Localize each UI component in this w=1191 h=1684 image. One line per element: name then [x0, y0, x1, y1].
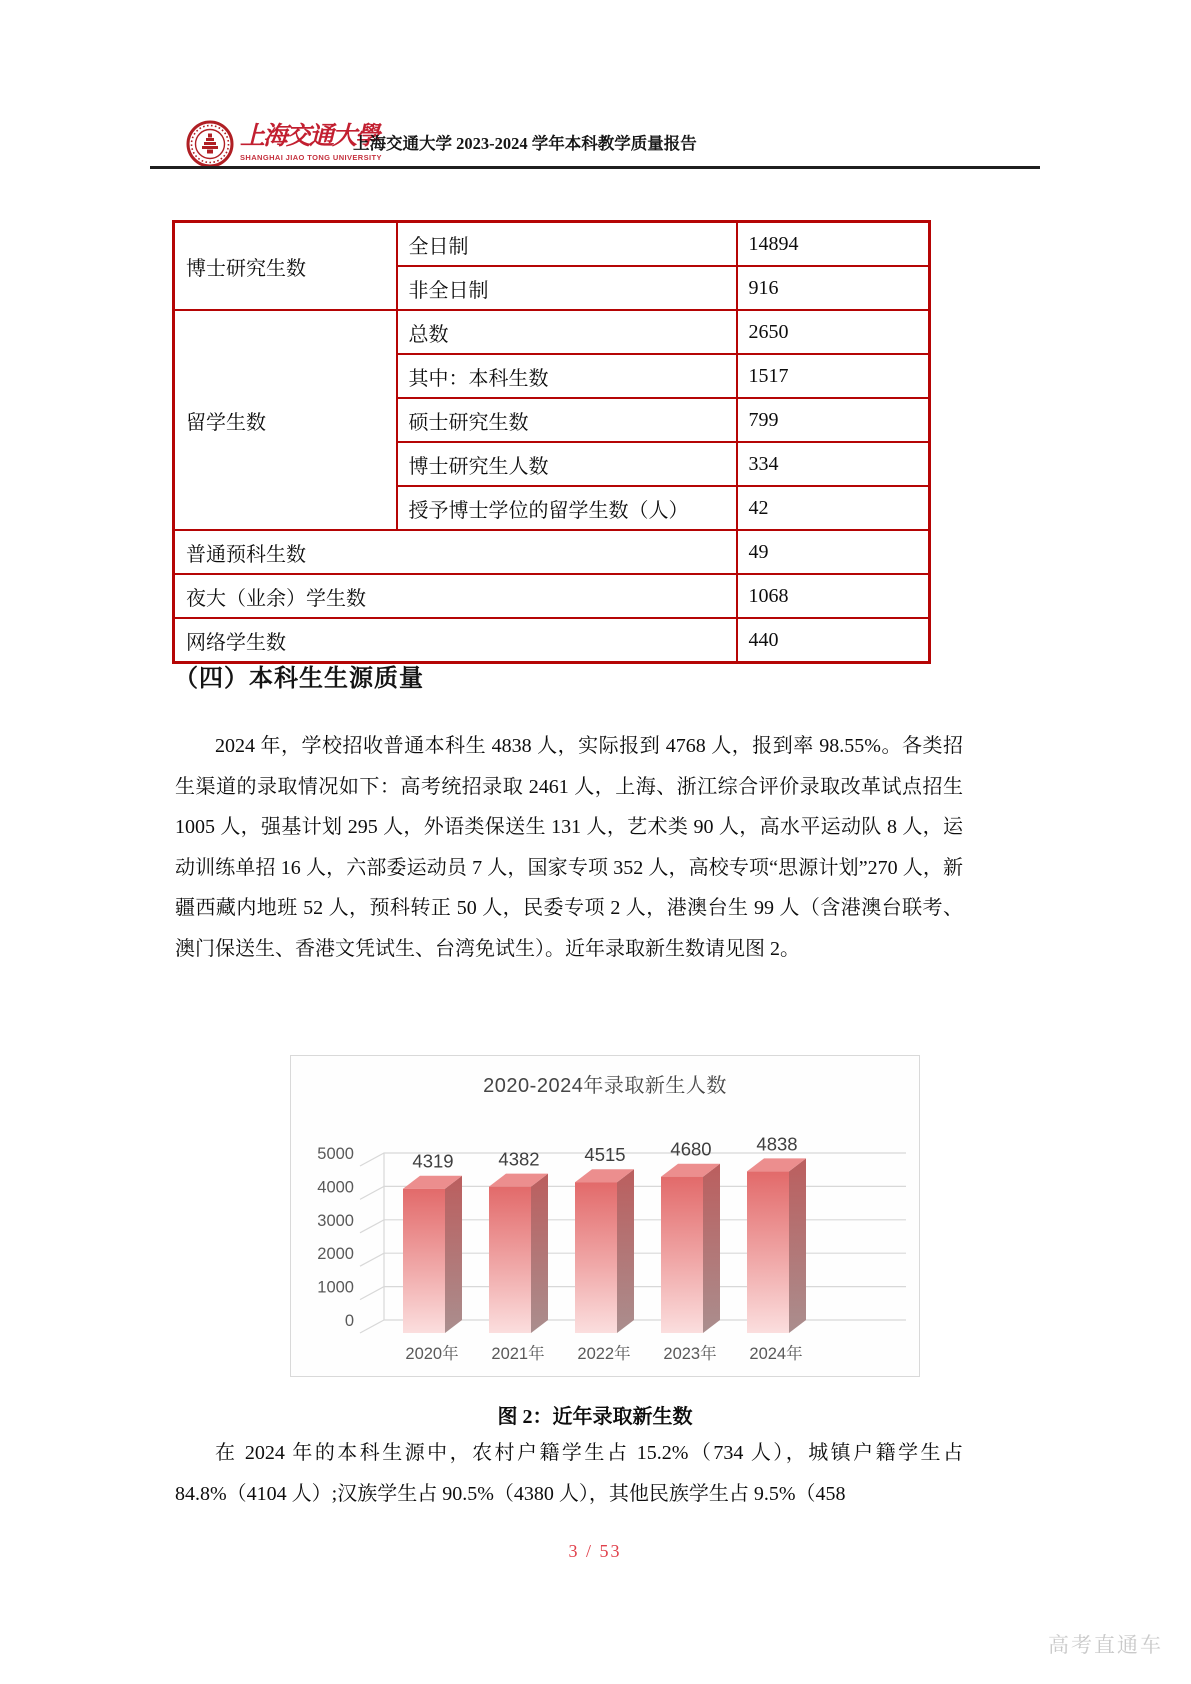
chart-svg: [294, 1100, 916, 1372]
row-label: 授予博士学位的留学生数（人）: [397, 486, 737, 530]
svg-text:2021年: 2021年: [491, 1345, 545, 1363]
svg-text:2000: 2000: [317, 1245, 354, 1264]
body-paragraph-2: 在 2024 年的本科生源中，农村户籍学生占 15.2%（734 人），城镇户籍学生占 84.8%（4104 人）;汉族学生占 90.5%（4380 人），其他民族学生占 9.5%（458: [175, 1442, 963, 1505]
section-heading: （四）本科生生源质量: [174, 665, 424, 692]
row-value: 334: [737, 442, 930, 486]
row-value: 2650: [737, 310, 930, 354]
svg-text:4319: 4319: [412, 1150, 454, 1172]
svg-text:3000: 3000: [317, 1211, 354, 1230]
row-value: 14894: [737, 222, 930, 267]
row-value: 1517: [737, 354, 930, 398]
row-value: 1068: [737, 574, 930, 618]
row-label: 其中：本科生数: [397, 354, 737, 398]
row-value: 440: [737, 618, 930, 663]
svg-text:5000: 5000: [317, 1145, 354, 1163]
row-value: 799: [737, 398, 930, 442]
watermark: 高考直通车: [1048, 1634, 1163, 1657]
row-value: 42: [737, 486, 930, 530]
row-value: 49: [737, 530, 930, 574]
table-row: [174, 310, 930, 354]
svg-text:0: 0: [344, 1312, 354, 1330]
svg-text:2023年: 2023年: [663, 1345, 717, 1363]
figure-caption: 图 2：近年录取新生数: [497, 1406, 693, 1428]
row-label: 全日制: [397, 222, 737, 267]
row-label: 非全日制: [397, 266, 737, 310]
table-row: [174, 222, 930, 267]
body-paragraph-1: 2024 年，学校招收普通本科生 4838 人，实际报到 4768 人，报到率 98.55%。各类招生渠道的录取情况如下：高考统招录取 2461 人，上海、浙江综合评价录取改革试点招生 1005 人，强基计划 295 人，外语类保送生 131 人，艺术类 90 人，高水平运动队 8 人，运动训练单招 16 人，六部委运动员 7 人，国家专项 352 人，高校专项“思源计划”270 人，新疆西藏内地班 52 人，预科转正 50 人，民委专项 2 人，港澳台生 99 人（含港澳台联考、澳门保送生、香港文凭试生、台湾免试生）。近年录取新生数请见图 2。: [175, 735, 963, 960]
logo-chinese-name: 上海交通大學: [240, 123, 379, 150]
row-group-label: 留学生数: [174, 310, 397, 530]
enrollment-chart: [290, 1055, 920, 1377]
table-row: [174, 530, 930, 574]
svg-text:2022年: 2022年: [577, 1345, 631, 1363]
row-label: 博士研究生人数: [397, 442, 737, 486]
sjtu-seal-icon: [186, 120, 234, 168]
row-label: 普通预科生数: [174, 530, 737, 574]
logo-english-name: SHANGHAI JIAO TONG UNIVERSITY: [240, 153, 382, 162]
report-title: 上海交通大学 2023-2024 学年本科教学质量报告: [353, 134, 697, 153]
row-value: 916: [737, 266, 930, 310]
svg-text:4515: 4515: [584, 1144, 626, 1166]
row-label: 夜大（业余）学生数: [174, 574, 737, 618]
header-divider: [150, 166, 1040, 169]
svg-text:1000: 1000: [317, 1278, 354, 1297]
svg-text:4382: 4382: [498, 1148, 540, 1170]
student-stats-table: [172, 220, 931, 664]
svg-text:4680: 4680: [670, 1138, 712, 1160]
row-label: 硕士研究生数: [397, 398, 737, 442]
svg-text:4000: 4000: [317, 1178, 354, 1197]
table-row: [174, 574, 930, 618]
table-row: [174, 618, 930, 663]
chart-title: 2020-2024年录取新生人数: [483, 1075, 727, 1097]
svg-text:4838: 4838: [756, 1133, 798, 1155]
row-group-label: 博士研究生数: [174, 222, 397, 311]
svg-text:2024年: 2024年: [749, 1345, 803, 1363]
row-label: 网络学生数: [174, 618, 737, 663]
page-number: 3 / 53: [568, 1541, 622, 1561]
svg-text:2020年: 2020年: [405, 1345, 459, 1363]
row-label: 总数: [397, 310, 737, 354]
